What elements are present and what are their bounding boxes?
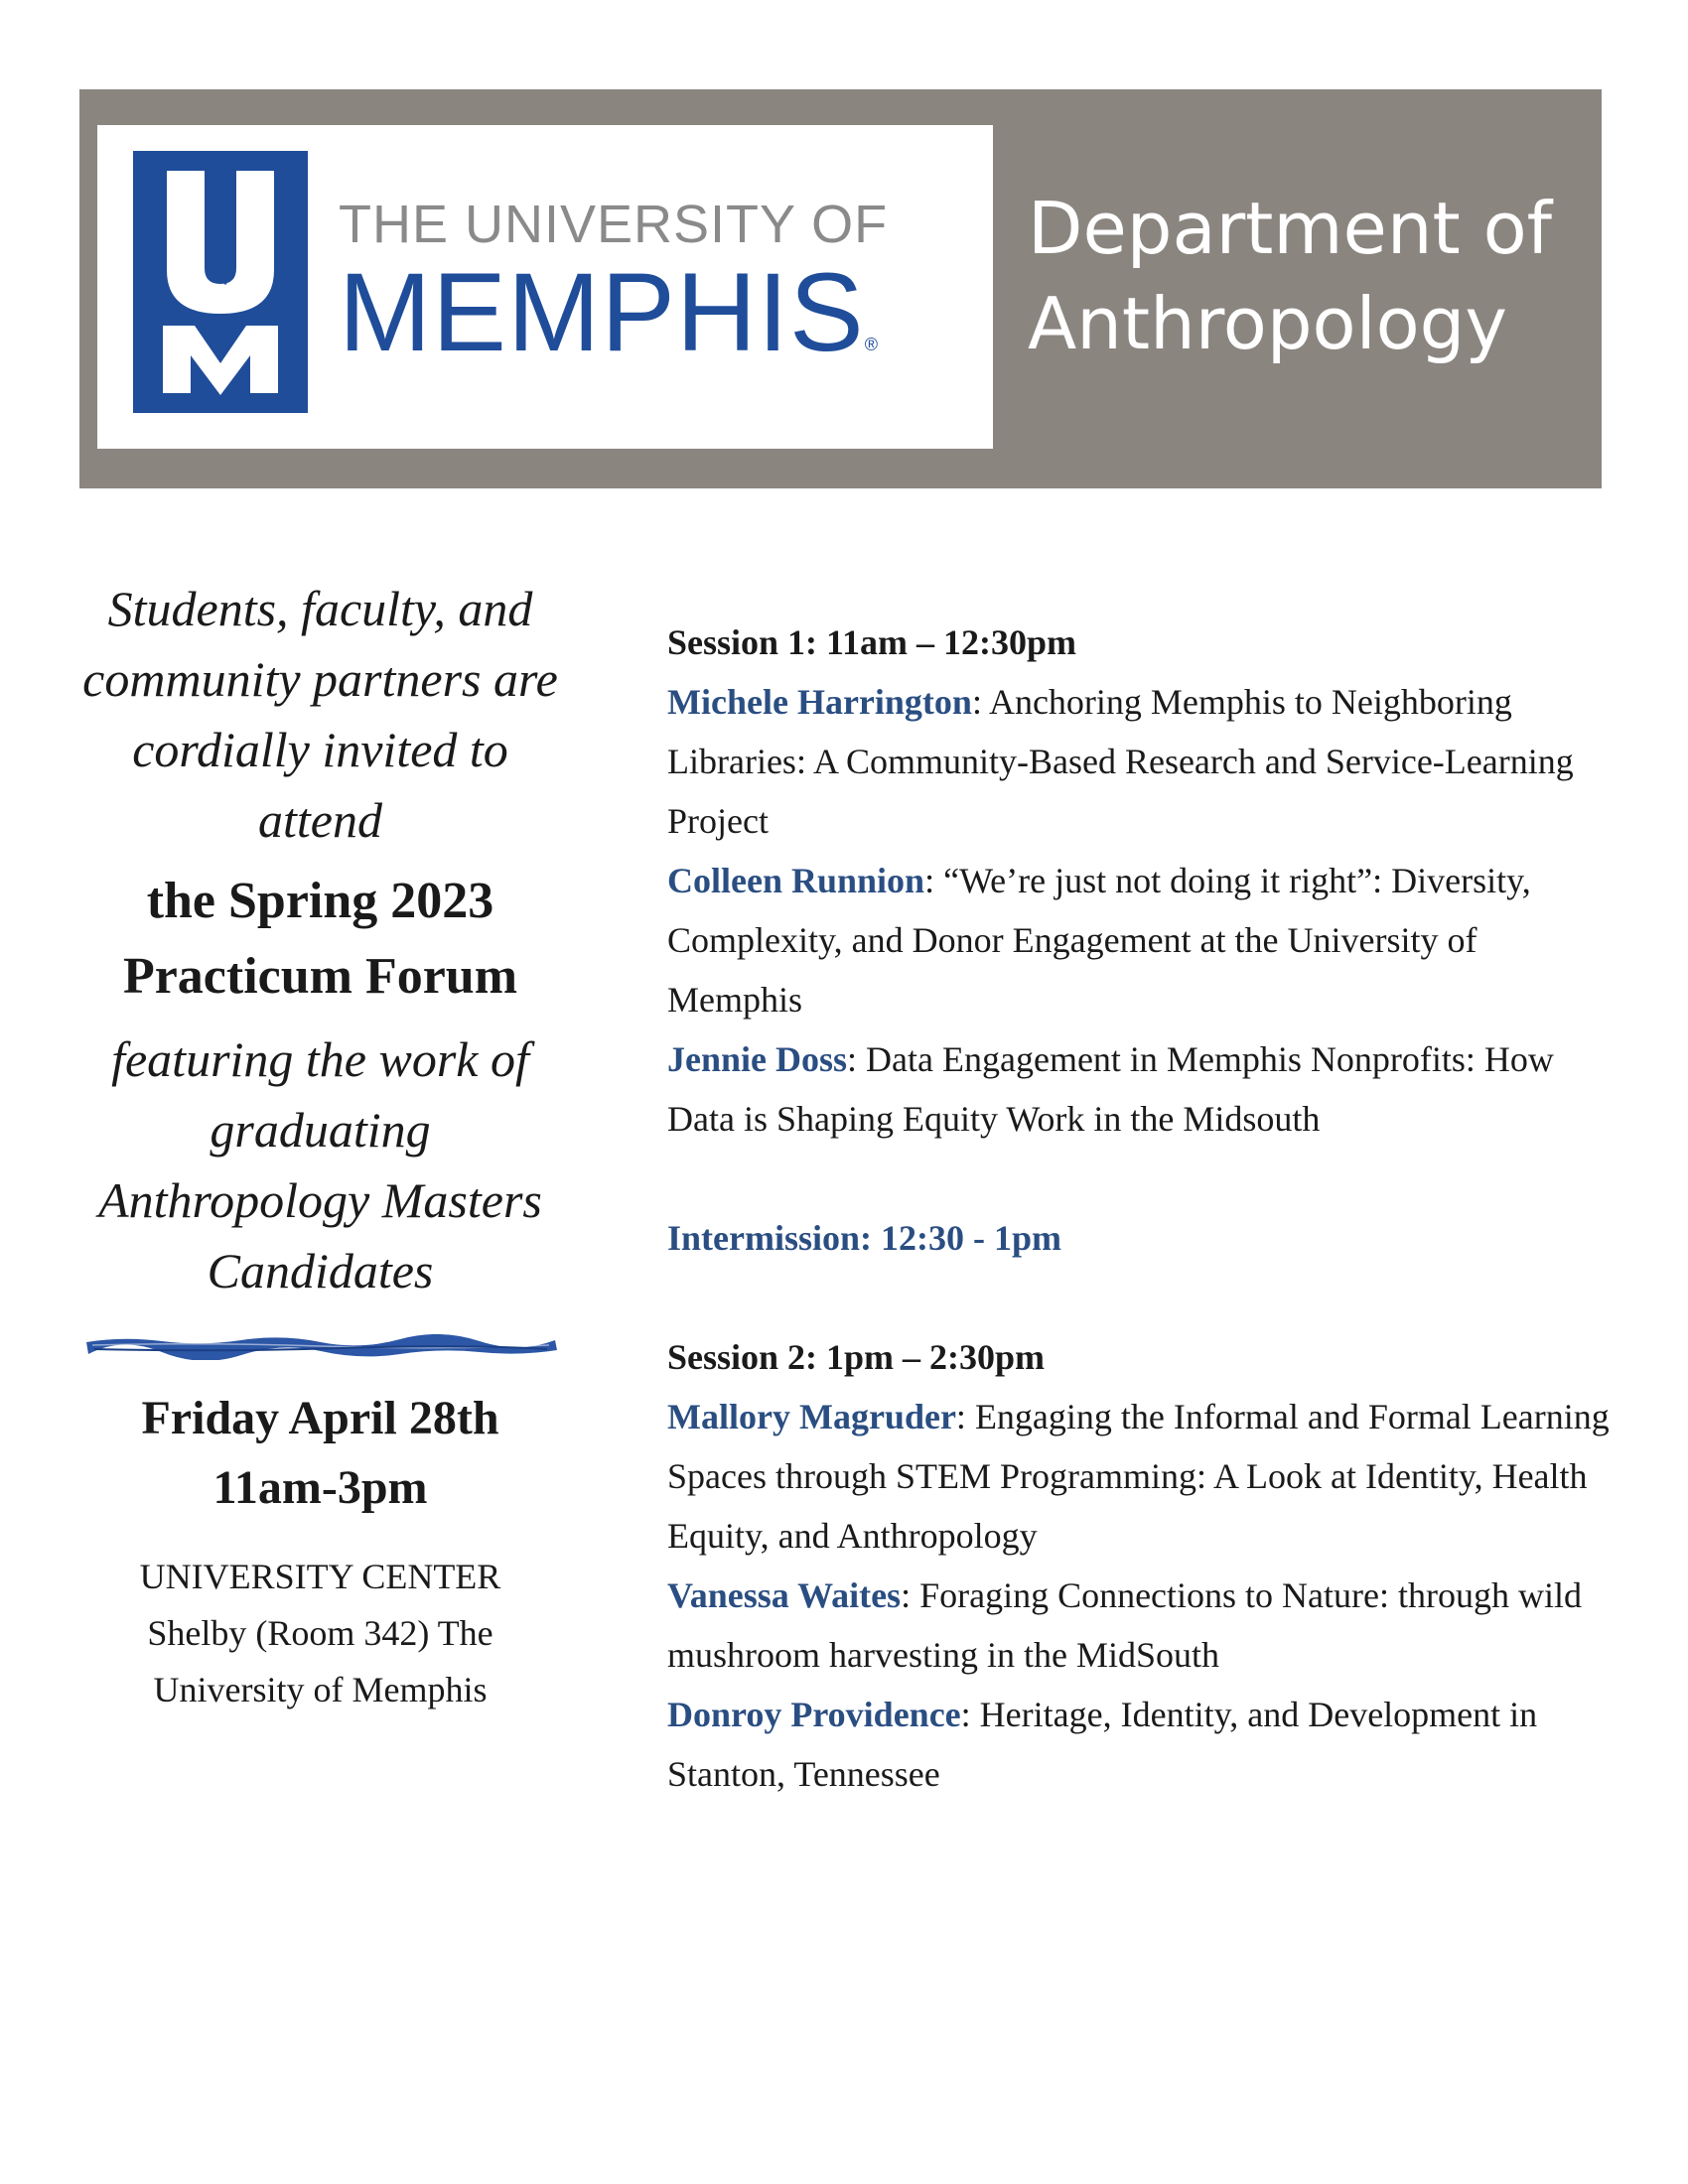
venue-line2: Shelby (Room 342) The xyxy=(147,1613,493,1653)
department-title-line1: Department of xyxy=(1028,187,1552,270)
event-date: Friday April 28th xyxy=(141,1392,499,1444)
talk-title: Foraging Connections to Nature: through wild mushroom harvesting in the MidSouth xyxy=(667,1575,1582,1675)
logo-line-university-of: THE UNIVERSITY OF xyxy=(339,195,889,254)
speaker-name: Michele Harrington xyxy=(667,682,972,722)
talk-item: Colleen Runnion: “We’re just not doing it right”: Diversity, Complexity, and Donor Engagement at the University of Memphis xyxy=(667,861,1531,1020)
event-title-line1: the Spring 2023 xyxy=(146,873,494,929)
university-logo xyxy=(97,125,993,449)
invitation-text: Students, faculty, and community partners are cordially invited to attend xyxy=(82,581,558,848)
event-info-column xyxy=(79,574,561,1718)
intermission: Intermission: 12:30 - 1pm xyxy=(667,1218,1061,1258)
talk-title: Heritage, Identity, and Development in Stanton, Tennessee xyxy=(667,1695,1538,1794)
venue-line3: University of Memphis xyxy=(153,1670,488,1709)
speaker-name: Donroy Providence xyxy=(667,1695,961,1734)
venue-line1: UNIVERSITY CENTER xyxy=(139,1557,501,1596)
talk-item: Michele Harrington: Anchoring Memphis to Neighboring Libraries: A Community-Based Research and Service-Learning Project xyxy=(667,682,1574,841)
speaker-name: Vanessa Waites xyxy=(667,1575,902,1615)
event-title-line2: Practicum Forum xyxy=(122,948,518,1005)
event-venue xyxy=(79,1549,561,1718)
talk-title: “We’re just not doing it right”: Diversity, Complexity, and Donor Engagement at the University of Memphis xyxy=(667,861,1531,1020)
featuring-text: featuring the work of graduating Anthropology Masters Candidates xyxy=(98,1031,542,1298)
logo-memphis-text: MEMPHIS xyxy=(339,250,865,374)
talk-title: Data Engagement in Memphis Nonprofits: How Data is Shaping Equity Work in the Midsouth xyxy=(667,1039,1554,1139)
speaker-name: Jennie Doss xyxy=(667,1039,848,1079)
speaker-name: Colleen Runnion xyxy=(667,861,925,900)
talk-item: Donroy Providence: Heritage, Identity, and Development in Stanton, Tennessee xyxy=(667,1695,1538,1794)
registered-mark: ® xyxy=(864,335,879,354)
speaker-name: Mallory Magruder xyxy=(667,1397,956,1436)
talk-title: Anchoring Memphis to Neighboring Libraries: A Community-Based Research and Service-Learning Project xyxy=(667,682,1574,841)
talk-title: Engaging the Informal and Formal Learning Spaces through STEM Programming: A Look at Identity, Health Equity, and Anthropology xyxy=(667,1397,1610,1556)
event-title xyxy=(79,864,561,1015)
event-time: 11am-3pm xyxy=(212,1461,428,1514)
schedule-column xyxy=(667,613,1620,1804)
event-date-time xyxy=(79,1384,561,1523)
department-title xyxy=(1028,181,1584,371)
session-2-heading: Session 2: 1pm – 2:30pm xyxy=(667,1337,1046,1377)
header-banner xyxy=(79,89,1602,488)
logo-line-memphis xyxy=(339,250,888,403)
brush-divider-icon xyxy=(82,1334,559,1360)
logo-wordmark xyxy=(339,195,888,403)
talk-item: Mallory Magruder: Engaging the Informal and Formal Learning Spaces through STEM Programming: A Look at Identity, Health Equity, and Anthropology xyxy=(667,1397,1610,1556)
talk-item: Vanessa Waites: Foraging Connections to Nature: through wild mushroom harvesting in the MidSouth xyxy=(667,1575,1582,1675)
session-1-heading: Session 1: 11am – 12:30pm xyxy=(667,622,1077,662)
logo-mark-of-text: of xyxy=(209,252,232,285)
u-of-m-logo-mark-icon xyxy=(133,151,308,413)
talk-item: Jennie Doss: Data Engagement in Memphis Nonprofits: How Data is Shaping Equity Work in the Midsouth xyxy=(667,1039,1554,1139)
department-title-line2: Anthropology xyxy=(1028,282,1507,365)
